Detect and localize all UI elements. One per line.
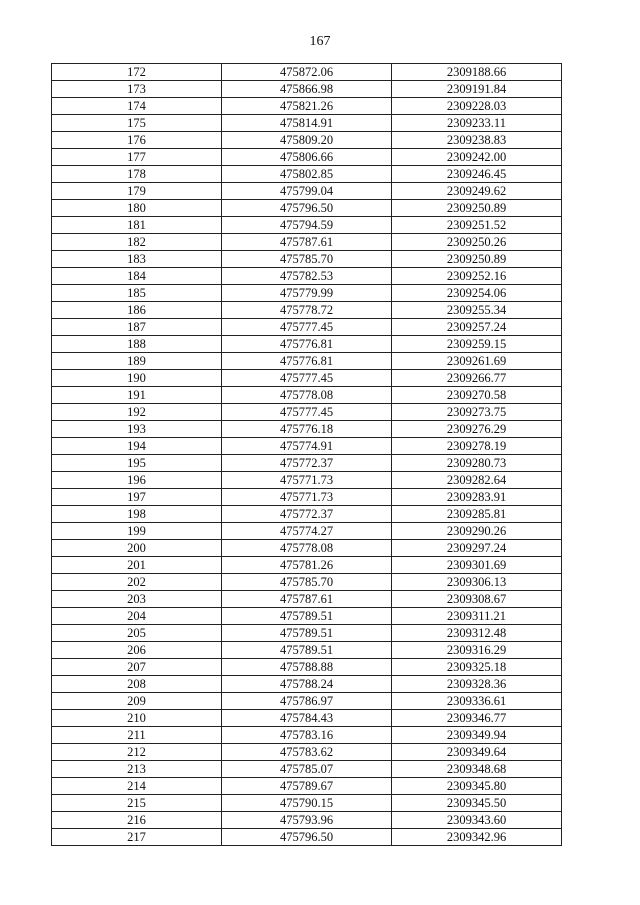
point-number-cell: 178 [52, 166, 222, 183]
y-coordinate-cell: 2309238.83 [392, 132, 562, 149]
point-number-cell: 184 [52, 268, 222, 285]
point-number-cell: 217 [52, 829, 222, 846]
x-coordinate-cell: 475872.06 [222, 64, 392, 81]
y-coordinate-cell: 2309250.26 [392, 234, 562, 251]
x-coordinate-cell: 475778.08 [222, 387, 392, 404]
x-coordinate-cell: 475788.24 [222, 676, 392, 693]
table-row [52, 489, 562, 506]
x-coordinate-cell: 475789.51 [222, 642, 392, 659]
table-row [52, 591, 562, 608]
y-coordinate-cell: 2309280.73 [392, 455, 562, 472]
table-row [52, 336, 562, 353]
x-coordinate-cell: 475776.81 [222, 336, 392, 353]
table-row [52, 472, 562, 489]
table-row [52, 64, 562, 81]
point-number-cell: 173 [52, 81, 222, 98]
table-row [52, 778, 562, 795]
y-coordinate-cell: 2309261.69 [392, 353, 562, 370]
y-coordinate-cell: 2309266.77 [392, 370, 562, 387]
point-number-cell: 197 [52, 489, 222, 506]
point-number-cell: 210 [52, 710, 222, 727]
table-row [52, 608, 562, 625]
x-coordinate-cell: 475783.16 [222, 727, 392, 744]
table-row [52, 404, 562, 421]
point-number-cell: 193 [52, 421, 222, 438]
y-coordinate-cell: 2309301.69 [392, 557, 562, 574]
table-row [52, 812, 562, 829]
point-number-cell: 209 [52, 693, 222, 710]
table-row [52, 421, 562, 438]
table-row [52, 676, 562, 693]
table-row [52, 98, 562, 115]
x-coordinate-cell: 475802.85 [222, 166, 392, 183]
table-row [52, 81, 562, 98]
table-row [52, 115, 562, 132]
table-row [52, 166, 562, 183]
x-coordinate-cell: 475783.62 [222, 744, 392, 761]
point-number-cell: 180 [52, 200, 222, 217]
x-coordinate-cell: 475777.45 [222, 319, 392, 336]
x-coordinate-cell: 475796.50 [222, 829, 392, 846]
point-number-cell: 194 [52, 438, 222, 455]
x-coordinate-cell: 475785.07 [222, 761, 392, 778]
y-coordinate-cell: 2309250.89 [392, 200, 562, 217]
y-coordinate-cell: 2309328.36 [392, 676, 562, 693]
table-row [52, 506, 562, 523]
point-number-cell: 207 [52, 659, 222, 676]
point-number-cell: 175 [52, 115, 222, 132]
point-number-cell: 212 [52, 744, 222, 761]
y-coordinate-cell: 2309251.52 [392, 217, 562, 234]
x-coordinate-cell: 475785.70 [222, 574, 392, 591]
y-coordinate-cell: 2309273.75 [392, 404, 562, 421]
x-coordinate-cell: 475776.18 [222, 421, 392, 438]
x-coordinate-cell: 475771.73 [222, 472, 392, 489]
y-coordinate-cell: 2309345.50 [392, 795, 562, 812]
table-row [52, 217, 562, 234]
x-coordinate-cell: 475776.81 [222, 353, 392, 370]
table-row [52, 625, 562, 642]
point-number-cell: 201 [52, 557, 222, 574]
y-coordinate-cell: 2309297.24 [392, 540, 562, 557]
x-coordinate-cell: 475796.50 [222, 200, 392, 217]
x-coordinate-cell: 475821.26 [222, 98, 392, 115]
table-row [52, 455, 562, 472]
table-row [52, 557, 562, 574]
table-row [52, 659, 562, 676]
table-row [52, 829, 562, 846]
point-number-cell: 190 [52, 370, 222, 387]
table-row [52, 353, 562, 370]
point-number-cell: 216 [52, 812, 222, 829]
point-number-cell: 177 [52, 149, 222, 166]
y-coordinate-cell: 2309349.94 [392, 727, 562, 744]
y-coordinate-cell: 2309285.81 [392, 506, 562, 523]
y-coordinate-cell: 2309250.89 [392, 251, 562, 268]
table-row [52, 149, 562, 166]
point-number-cell: 181 [52, 217, 222, 234]
x-coordinate-cell: 475785.70 [222, 251, 392, 268]
point-number-cell: 215 [52, 795, 222, 812]
point-number-cell: 186 [52, 302, 222, 319]
y-coordinate-cell: 2309228.03 [392, 98, 562, 115]
point-number-cell: 208 [52, 676, 222, 693]
y-coordinate-cell: 2309290.26 [392, 523, 562, 540]
x-coordinate-cell: 475774.27 [222, 523, 392, 540]
x-coordinate-cell: 475772.37 [222, 506, 392, 523]
x-coordinate-cell: 475782.53 [222, 268, 392, 285]
table-row [52, 183, 562, 200]
x-coordinate-cell: 475771.73 [222, 489, 392, 506]
y-coordinate-cell: 2309233.11 [392, 115, 562, 132]
y-coordinate-cell: 2309316.29 [392, 642, 562, 659]
table-row [52, 251, 562, 268]
y-coordinate-cell: 2309270.58 [392, 387, 562, 404]
point-number-cell: 213 [52, 761, 222, 778]
x-coordinate-cell: 475789.51 [222, 625, 392, 642]
point-number-cell: 199 [52, 523, 222, 540]
table-row [52, 693, 562, 710]
y-coordinate-cell: 2309252.16 [392, 268, 562, 285]
y-coordinate-cell: 2309336.61 [392, 693, 562, 710]
x-coordinate-cell: 475788.88 [222, 659, 392, 676]
table-row [52, 438, 562, 455]
y-coordinate-cell: 2309254.06 [392, 285, 562, 302]
point-number-cell: 182 [52, 234, 222, 251]
x-coordinate-cell: 475774.91 [222, 438, 392, 455]
x-coordinate-cell: 475787.61 [222, 234, 392, 251]
point-number-cell: 206 [52, 642, 222, 659]
x-coordinate-cell: 475786.97 [222, 693, 392, 710]
table-row [52, 302, 562, 319]
table-row [52, 234, 562, 251]
table-row [52, 319, 562, 336]
x-coordinate-cell: 475779.99 [222, 285, 392, 302]
x-coordinate-cell: 475866.98 [222, 81, 392, 98]
y-coordinate-cell: 2309325.18 [392, 659, 562, 676]
y-coordinate-cell: 2309312.48 [392, 625, 562, 642]
y-coordinate-cell: 2309242.00 [392, 149, 562, 166]
x-coordinate-cell: 475777.45 [222, 404, 392, 421]
point-number-cell: 202 [52, 574, 222, 591]
table-row [52, 744, 562, 761]
table-row [52, 761, 562, 778]
y-coordinate-cell: 2309257.24 [392, 319, 562, 336]
y-coordinate-cell: 2309348.68 [392, 761, 562, 778]
y-coordinate-cell: 2309283.91 [392, 489, 562, 506]
y-coordinate-cell: 2309306.13 [392, 574, 562, 591]
y-coordinate-cell: 2309349.64 [392, 744, 562, 761]
table-row [52, 574, 562, 591]
point-number-cell: 196 [52, 472, 222, 489]
point-number-cell: 187 [52, 319, 222, 336]
coordinates-table-body [52, 64, 562, 846]
table-row [52, 387, 562, 404]
point-number-cell: 185 [52, 285, 222, 302]
x-coordinate-cell: 475787.61 [222, 591, 392, 608]
y-coordinate-cell: 2309259.15 [392, 336, 562, 353]
point-number-cell: 204 [52, 608, 222, 625]
point-number-cell: 214 [52, 778, 222, 795]
table-row [52, 523, 562, 540]
page-number: 167 [309, 34, 331, 49]
y-coordinate-cell: 2309191.84 [392, 81, 562, 98]
point-number-cell: 198 [52, 506, 222, 523]
table-row [52, 285, 562, 302]
y-coordinate-cell: 2309276.29 [392, 421, 562, 438]
x-coordinate-cell: 475778.72 [222, 302, 392, 319]
point-number-cell: 191 [52, 387, 222, 404]
point-number-cell: 205 [52, 625, 222, 642]
x-coordinate-cell: 475794.59 [222, 217, 392, 234]
point-number-cell: 179 [52, 183, 222, 200]
table-row [52, 710, 562, 727]
y-coordinate-cell: 2309249.62 [392, 183, 562, 200]
point-number-cell: 174 [52, 98, 222, 115]
point-number-cell: 176 [52, 132, 222, 149]
table-row [52, 795, 562, 812]
y-coordinate-cell: 2309343.60 [392, 812, 562, 829]
y-coordinate-cell: 2309246.45 [392, 166, 562, 183]
table-row [52, 132, 562, 149]
table-row [52, 200, 562, 217]
y-coordinate-cell: 2309282.64 [392, 472, 562, 489]
y-coordinate-cell: 2309308.67 [392, 591, 562, 608]
table-row [52, 370, 562, 387]
point-number-cell: 211 [52, 727, 222, 744]
table-row [52, 642, 562, 659]
point-number-cell: 183 [52, 251, 222, 268]
y-coordinate-cell: 2309342.96 [392, 829, 562, 846]
point-number-cell: 172 [52, 64, 222, 81]
point-number-cell: 200 [52, 540, 222, 557]
x-coordinate-cell: 475789.51 [222, 608, 392, 625]
x-coordinate-cell: 475772.37 [222, 455, 392, 472]
x-coordinate-cell: 475809.20 [222, 132, 392, 149]
point-number-cell: 188 [52, 336, 222, 353]
x-coordinate-cell: 475814.91 [222, 115, 392, 132]
point-number-cell: 192 [52, 404, 222, 421]
x-coordinate-cell: 475790.15 [222, 795, 392, 812]
y-coordinate-cell: 2309255.34 [392, 302, 562, 319]
x-coordinate-cell: 475789.67 [222, 778, 392, 795]
y-coordinate-cell: 2309188.66 [392, 64, 562, 81]
x-coordinate-cell: 475799.04 [222, 183, 392, 200]
x-coordinate-cell: 475784.43 [222, 710, 392, 727]
x-coordinate-cell: 475806.66 [222, 149, 392, 166]
point-number-cell: 203 [52, 591, 222, 608]
x-coordinate-cell: 475777.45 [222, 370, 392, 387]
table-row [52, 540, 562, 557]
table-row [52, 727, 562, 744]
x-coordinate-cell: 475781.26 [222, 557, 392, 574]
y-coordinate-cell: 2309311.21 [392, 608, 562, 625]
point-number-cell: 189 [52, 353, 222, 370]
y-coordinate-cell: 2309346.77 [392, 710, 562, 727]
y-coordinate-cell: 2309278.19 [392, 438, 562, 455]
x-coordinate-cell: 475778.08 [222, 540, 392, 557]
coordinates-table [51, 63, 562, 846]
x-coordinate-cell: 475793.96 [222, 812, 392, 829]
point-number-cell: 195 [52, 455, 222, 472]
y-coordinate-cell: 2309345.80 [392, 778, 562, 795]
table-row [52, 268, 562, 285]
